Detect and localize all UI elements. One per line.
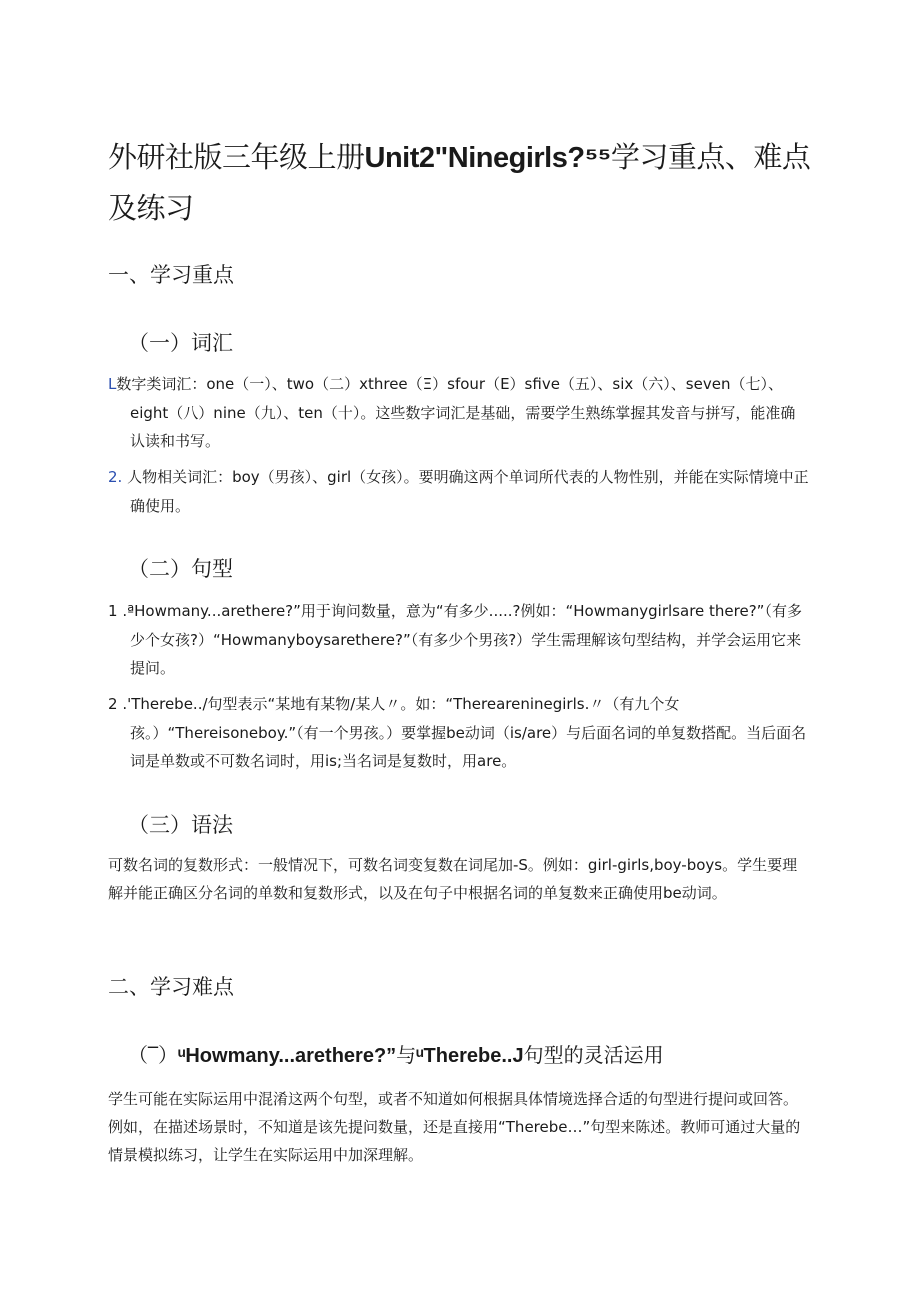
vocab-item-1 (108, 370, 810, 456)
section2-heading: 二、学习难点 (108, 975, 234, 999)
sentence-item-2-number: 2 (108, 695, 118, 713)
grammar-text: 可数名词的复数形式：一般情况下，可数名词变复数在词尾加-S。例如：girl-girls,boy-boys。学生要理解并能正确区分名词的单数和复数形式，以及在句子中根据名词的单复数来正确使用be动词。 (108, 856, 798, 902)
vocab-item-1-text: 数字类词汇：one（一）、two（二）xthree（Ξ）sfour（E）sfive（五）、six（六）、seven（七）、eight（八）nine（九）、ten（十）。这些数字词汇是基础，需要学生熟练掌握其发音与拼写，能准确认读和书写。 (116, 375, 796, 450)
sentence-item-2 (108, 690, 810, 776)
vocab-item-1-number: L (108, 375, 117, 393)
difficulty-1-pattern-b: ᵘTherebe..J (416, 1045, 524, 1067)
sentence-item-1 (108, 597, 810, 683)
title-part1: 外研社版三年级上册 (108, 140, 365, 174)
sentence-item-1-text: .ªHowmany...arethere?”用于询问数量，意为“有多少.....?例如：“Howmanygirlsare there?”（有多少个女孩?）“Howmanyboysarethere?”（有多少个男孩?）学生需理解该句型结构，并学会运用它来提问。 (117, 602, 802, 677)
difficulty-1-prefix: （‾） (128, 1043, 178, 1067)
sentence-item-1-number: 1 (108, 602, 118, 620)
title-part2: Unit2"Ninegirls?⁵⁵ (364, 142, 611, 174)
difficulty-1-mid: 与 (396, 1043, 417, 1067)
sentence-heading: （二）句型 (128, 557, 233, 581)
sentence-item-2-text: .'Therebe../句型表示“某地有某物/某人〃。如：“Thereareninegirls.〃（有九个女孩。）“Thereisoneboy.”（有一个男孩。）要掌握be动词（is/are）与后面名词的单复数搭配。当后面名词是单数或不可数名词时，用is;当名词是复数时，用are。 (117, 695, 807, 770)
section1-heading: 一、学习重点 (108, 263, 234, 287)
vocab-item-2-number: 2. (108, 468, 123, 486)
difficulty-1-pattern-a: ᵘHowmany...arethere?” (178, 1045, 397, 1067)
title-part3: 学习重点、难点及练习 (108, 140, 811, 225)
difficulty-1-suffix: 句型的灵活运用 (523, 1043, 664, 1067)
document-title (108, 132, 820, 233)
vocab-item-2-text: 人物相关词汇：boy（男孩）、girl（女孩）。要明确这两个单词所代表的人物性别，并能在实际情境中正确使用。 (122, 468, 809, 515)
difficulty-1-heading (128, 1040, 664, 1071)
difficulty-1-text: 学生可能在实际运用中混淆这两个句型，或者不知道如何根据具体情境选择合适的句型进行提问或回答。例如，在描述场景时，不知道是该先提问数量，还是直接用“Therebe…”句型来陈述。教师可通过大量的情景模拟练习，让学生在实际运用中加深理解。 (108, 1090, 801, 1164)
grammar-heading: （三）语法 (128, 813, 233, 837)
vocab-heading: （一）词汇 (128, 331, 233, 355)
vocab-item-2 (108, 463, 810, 520)
